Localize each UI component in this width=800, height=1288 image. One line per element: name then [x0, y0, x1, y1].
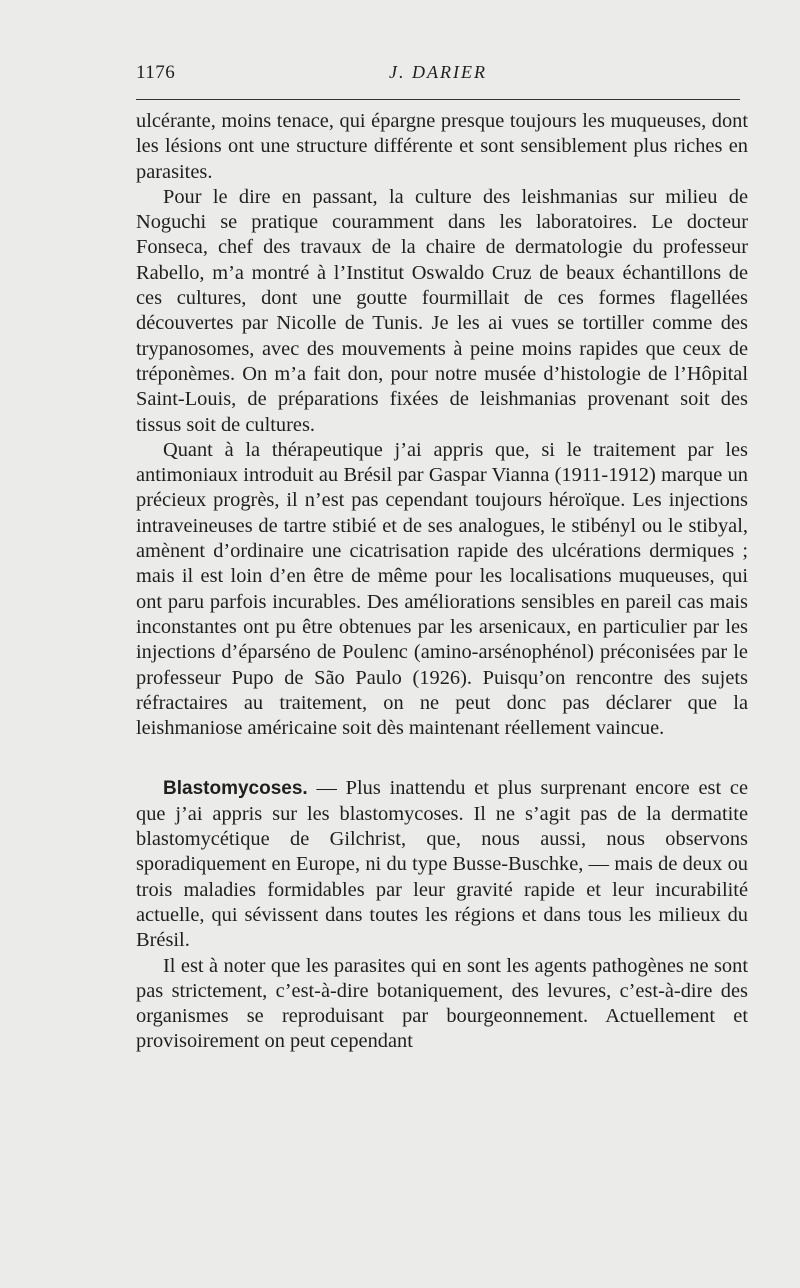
page-number: 1176 [136, 62, 176, 83]
running-title: J. DARIER [389, 62, 487, 82]
paragraph-2: Pour le dire en passant, la culture des leishmanias sur milieu de Noguchi se pratique couramment dans les laboratoires. Le docteur Fonseca, chef des travaux de la chaire de dermatologie du professeur Rabello, m’a montré à l’Institut Oswaldo Cruz de beaux échantillons de ces cultures, dont une goutte fourmillait de ces formes flagellées découvertes par Nicolle de Tunis. Je les ai vues se tortiller comme des trypanosomes, avec des mouvements à peine moins rapides que ceux de tréponèmes. On m’a fait don, pour notre musée d’histologie de l’Hôpital Saint-Louis, de préparations fixées de leishmanias provenant soit des tissus soit de cultures. [136, 185, 748, 436]
paragraph-3: Quant à la thérapeutique j’ai appris que, si le traitement par les antimoniaux introduit au Brésil par Gaspar Vianna (1911-1912) marque un précieux progrès, il n’est pas cependant toujours héroïque. Les injections intraveineuses de tartre stibié et de ses analogues, le stibényl ou le stibyal, amènent d’ordinaire une cicatrisation rapide des ulcérations dermiques ; mais il est loin d’en être de même pour les localisations muqueuses, qui ont paru parfois incurables. Des améliorations sensibles en pareil cas mais inconstantes ont pu être obtenues par les arsenicaux, en particulier par les injections d’éparséno de Poulenc (amino-arsénophénol) préconisées par le professeur Pupo de São Paulo (1926). Puisqu’on rencontre des sujets réfractaires au traitement, on ne peut donc pas déclarer que la leishmaniose américaine soit dès maintenant réellement vaincue. [136, 438, 748, 740]
paragraph-1: ulcérante, moins tenace, qui épargne presque toujours les muqueuses, dont les lésions ont une structure différente et sont sensiblement plus riches en parasites. [136, 110, 748, 183]
page-header [136, 62, 740, 92]
paragraph-5: Il est à noter que les parasites qui en sont les agents pathogènes ne sont pas strictement, c’est-à-dire botaniquement, des levures, c’est-à-dire des organismes se reproduisant par bourgeonnement. Actuellement et provisoirement on peut cependant [136, 954, 748, 1053]
header-rule [136, 99, 740, 100]
body-text [136, 109, 748, 1055]
section-blastomycoses [136, 776, 748, 953]
section-title: Blastomycoses. [163, 778, 308, 800]
section-lead-text: — Plus inattendu et plus surprenant encore est ce que j’ai appris sur les blastomycoses. Il ne s’agit pas de la dermatite blastomycétique de Gilchrist, que, nous aussi, nous observons sporadiquement en Europe, ni du type Busse-Buschke, — mais de deux ou trois maladies formidables par leur gravité rapide et leur incurabilité actuelle, qui sévissent dans toutes les régions et dans tous les milieux du Brésil. [136, 777, 748, 952]
